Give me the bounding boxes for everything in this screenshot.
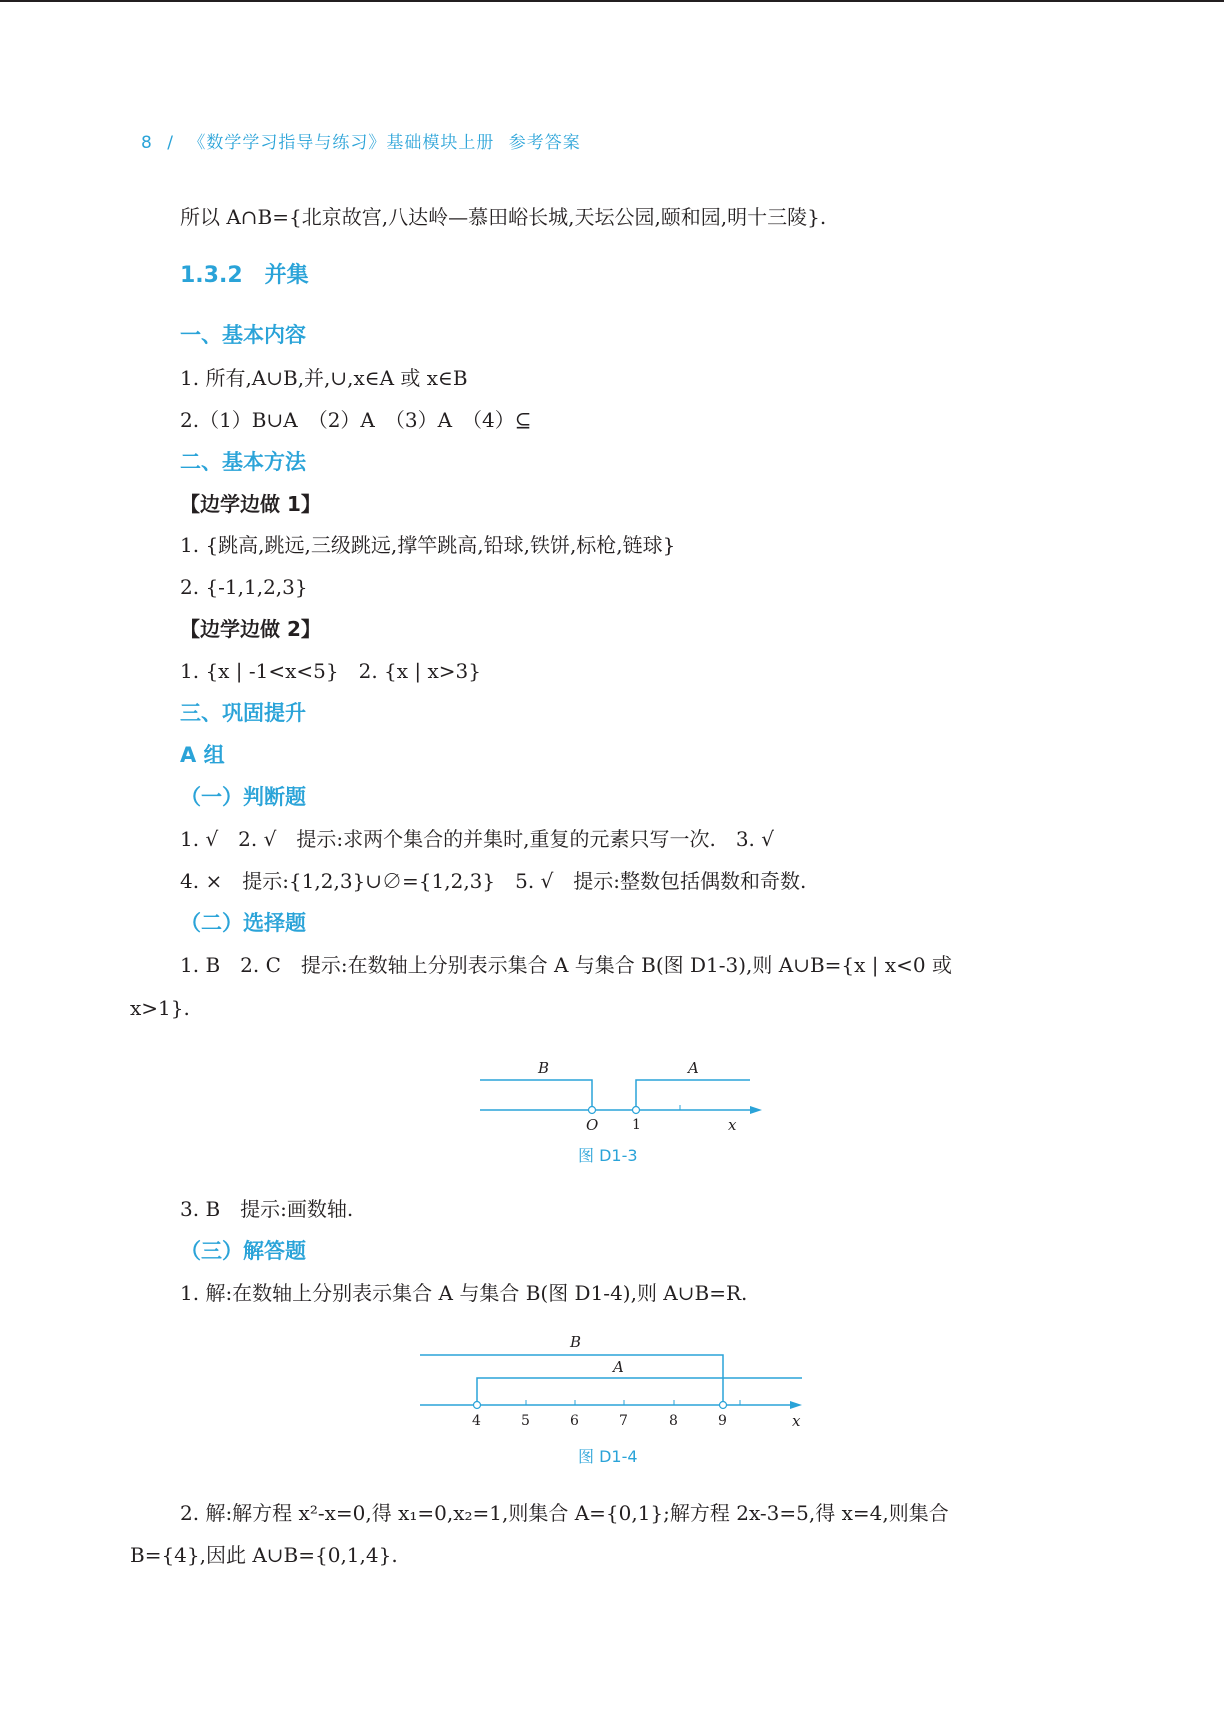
set-a-label: A [613,1358,624,1376]
answer-line: 1. 所有,A∪B,并,∪,x∈A 或 x∈B [180,366,468,390]
part-basic-content: 一、基本内容 [180,323,306,347]
section-title: 参考答案 [508,133,581,153]
open-point-4 [474,1402,481,1409]
part-consolidate: 三、巩固提升 [180,701,306,725]
open-point-9 [720,1402,727,1409]
answer-line-continued: x>1}. [130,996,190,1020]
tick-label: 7 [619,1413,628,1429]
intersection-answer: 所以 A∩B={北京故宫,八达岭—慕田峪长城,天坛公园,颐和园,明十三陵}. [180,205,827,229]
figure-caption-d1-4: 图 D1-4 [578,1447,638,1466]
answer-line: 2. 解:解方程 x²-x=0,得 x₁=0,x₂=1,则集合 A={0,1};解方程 2x-3=5,得 x=4,则集合 [180,1501,949,1525]
answer-line: 3. B 提示:画数轴. [180,1197,354,1221]
number-line-figure-d1-3 [470,1055,770,1135]
number-line-figure-d1-4 [410,1325,810,1435]
tick-label: 4 [472,1413,481,1429]
set-a-label: A [688,1059,699,1077]
tick-label: 9 [718,1413,727,1429]
judgement-heading: （一）判断题 [180,785,306,809]
page-header [141,128,589,153]
top-rule [0,0,1224,2]
group-a-heading: A 组 [180,743,225,767]
answer-line: 1. 解:在数轴上分别表示集合 A 与集合 B(图 D1-4),则 A∪B=R. [180,1281,748,1305]
open-point-1 [633,1107,640,1114]
answer-line: 2.（1）B∪A （2）A （3）A （4）⊆ [180,408,532,432]
set-a-ray [636,1080,750,1106]
book-title: 《数学学习指导与练习》基础模块上册 [188,133,495,153]
axis-arrow [750,1106,762,1114]
section-heading-union: 1.3.2 并集 [180,263,309,288]
answer-line: 1. √ 2. √ 提示:求两个集合的并集时,重复的元素只写一次. 3. √ [180,827,775,851]
part-basic-method: 二、基本方法 [180,450,306,474]
exercise-heading-2: 【边学边做 2】 [180,617,321,641]
tick-label-origin: O [586,1116,599,1134]
solution-heading: （三）解答题 [180,1239,306,1263]
tick-label-one: 1 [632,1117,641,1133]
answer-line: 1. {x | -1<x<5} 2. {x | x>3} [180,659,482,683]
tick-label: 6 [570,1413,579,1429]
answer-line: 4. × 提示:{1,2,3}∪∅={1,2,3} 5. √ 提示:整数包括偶数和奇数. [180,869,807,893]
answer-line: 2. {-1,1,2,3} [180,575,308,599]
page-number: 8 [141,133,153,153]
answer-line: 1. B 2. C 提示:在数轴上分别表示集合 A 与集合 B(图 D1-3),则 A∪B={x | x<0 或 [180,953,952,977]
open-point-0 [589,1107,596,1114]
answer-line-continued: B={4},因此 A∪B={0,1,4}. [130,1543,398,1567]
set-b-label: B [538,1059,550,1077]
header-separator: / [167,133,174,153]
tick-label: 8 [669,1413,678,1429]
choice-heading: （二）选择题 [180,911,306,935]
tick-label: 5 [521,1413,530,1429]
figure-caption-d1-3: 图 D1-3 [578,1146,638,1165]
set-b-ray [480,1080,592,1106]
axis-label-x: x [728,1116,737,1134]
set-b-label: B [570,1333,582,1351]
axis-label-x: x [792,1412,801,1430]
answer-line: 1. {跳高,跳远,三级跳远,撑竿跳高,铅球,铁饼,标枪,链球} [180,533,676,557]
axis-arrow [790,1401,802,1409]
exercise-heading-1: 【边学边做 1】 [180,492,321,516]
set-a-ray [477,1378,802,1401]
